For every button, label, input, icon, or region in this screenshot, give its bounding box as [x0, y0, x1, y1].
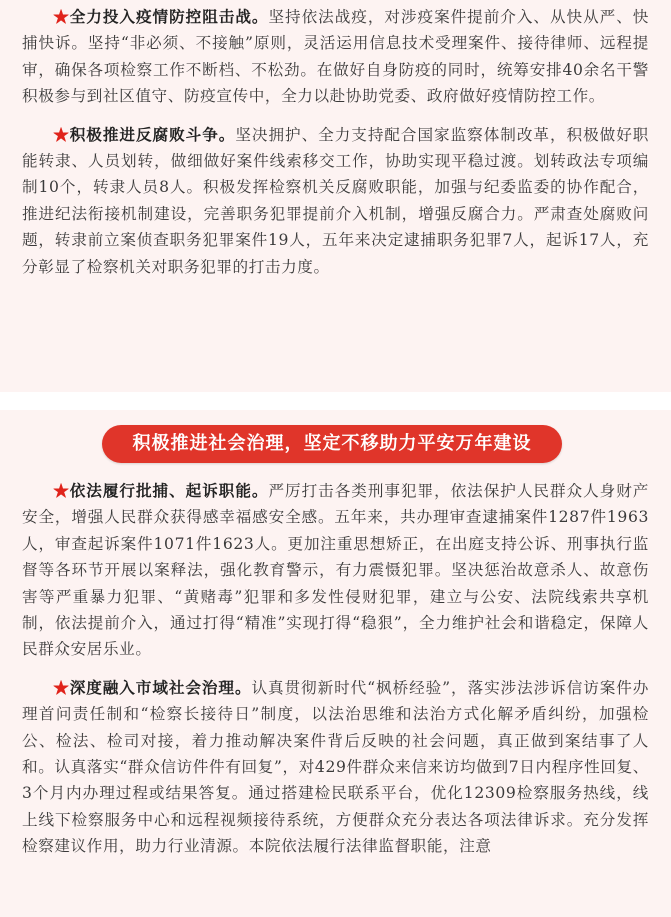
star-icon: ★ — [53, 7, 70, 26]
paragraph-heading: 深度融入市域社会治理。 — [69, 677, 252, 697]
paragraph-body: 坚持依法战疫，对涉疫案件提前介入、从快从严、快捕快诉。坚持“非必须、不接触”原则，灵活运用信息技术受理案件、接待律师、远程提审，确保各项检察工作不断档、不松劲。在做好自身防疫的同时，统筹安排40余名干警积极参与到社区值守、防疫宣传中，全力以赴协助党委、政府做好疫情防控工作。 — [22, 8, 649, 106]
paragraph-heading: 全力投入疫情防控阻击战。 — [69, 7, 269, 26]
star-icon: ★ — [53, 481, 70, 500]
paragraph-heading: 积极推进反腐败斗争。 — [69, 124, 236, 144]
paragraph-body: 认真贯彻新时代“枫桥经验”，落实涉法涉诉信访案件办理首问责任制和“检察长接待日”制度，以法治思维和法治方式化解矛盾纠纷，加强检公、检法、检司对接，着力推动解决案件背后反映的社会问题，真正做到案结事了人和。认真落实“群众信访件件有回复”，对429件群众来信来访均做到7日内程序性回复、3个月内办理过程或结果答复。通过搭建检民联系平台，优化12309检察服务热线，线上线下检察服务中心和远程视频接待系统，方便群众充分表达各项法律诉求。充分发挥检察建议作用，助力行业清源。本院依法履行法律监督职能，注意 — [22, 678, 649, 856]
paragraph-epidemic-prevention — [22, 4, 649, 110]
star-icon: ★ — [53, 124, 70, 144]
paragraph-anti-corruption — [22, 122, 649, 280]
section-divider — [0, 392, 671, 410]
section-banner: 积极推进社会治理，坚定不移助力平安万年建设 — [102, 425, 562, 463]
star-icon: ★ — [53, 677, 70, 697]
paragraph-social-governance — [22, 675, 649, 860]
section-one-panel — [0, 0, 671, 392]
paragraph-body: 坚决拥护、全力支持配合国家监察体制改革，积极做好职能转隶、人员划转，做细做好案件线索移交工作，协助实现平稳过渡。划转政法专项编制10个，转隶人员8人。积极发挥检察机关反腐败职能，加强与纪委监委的协作配合，推进纪法衔接机制建设，完善职务犯罪提前介入机制，增强反腐合力。严肃查处腐败问题，转隶前立案侦查职务犯罪案件19人，五年来决定逮捕职务犯罪7人，起诉17人，充分彰显了检察机关对职务犯罪的打击力度。 — [22, 125, 649, 276]
paragraph-heading: 依法履行批捕、起诉职能。 — [69, 481, 269, 500]
section-two-panel — [0, 410, 671, 917]
paragraph-body: 严厉打击各类刑事犯罪，依法保护人民群众人身财产安全，增强人民群众获得感幸福感安全感。五年来，共办理审查逮捕案件1287件1963人，审查起诉案件1071件1623人。更加注重思想矫正，在出庭支持公诉、刑事执行监督等各环节开展以案释法，强化教育警示，有力震慑犯罪。坚决惩治故意杀人、故意伤害等严重暴力犯罪、“黄赌毒”犯罪和多发性侵财犯罪，建立与公安、法院线索共享机制，依法提前介入，通过打得“精准”实现打得“稳狠”，全力维护社会和谐稳定，保障人民群众安居乐业。 — [22, 482, 649, 659]
paragraph-arrest-prosecution — [22, 478, 649, 663]
